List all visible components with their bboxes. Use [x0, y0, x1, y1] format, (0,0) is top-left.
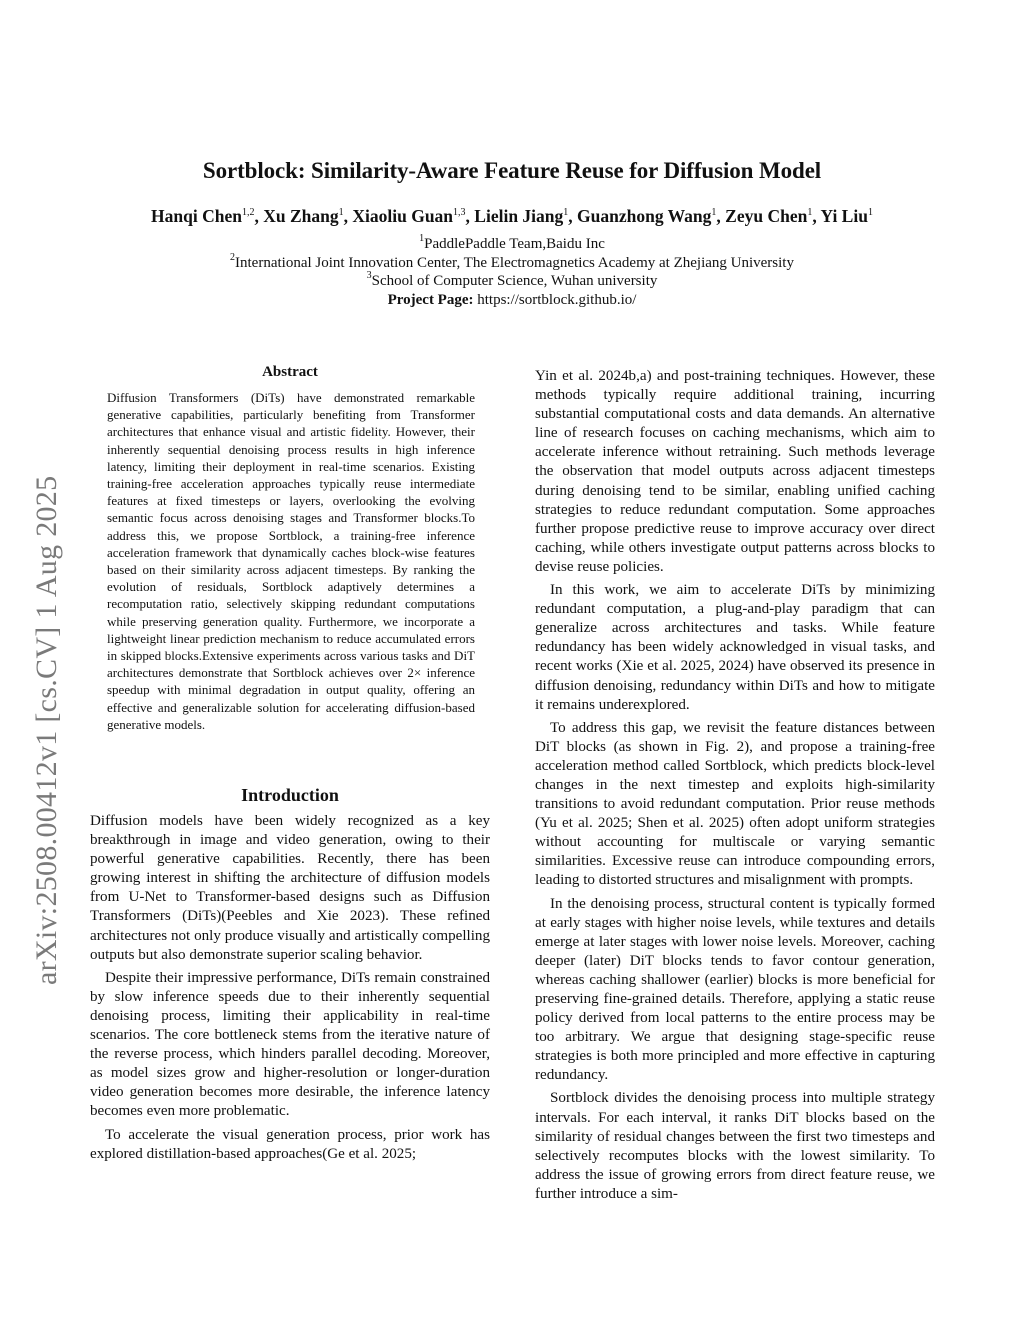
author-affiliation-mark: 1,2 [241, 207, 255, 218]
author-name: Xu Zhang [263, 206, 339, 226]
affiliation-mark: 3 [366, 270, 372, 281]
affiliation-text: International Joint Innovation Center, The Electromagnetics Academy at Zhejiang University [235, 255, 794, 271]
author-name: Yi Liu [820, 206, 868, 226]
project-page-label: Project Page: [387, 292, 474, 308]
arxiv-stamp: arXiv:2508.00412v1 [cs.CV] 1 Aug 2025 [30, 475, 63, 985]
author-affiliation-mark: 1 [338, 207, 344, 218]
paper-title: Sortblock: Similarity-Aware Feature Reuse for Diffusion Model [202, 158, 822, 183]
author-affiliation-mark: 1 [563, 207, 569, 218]
affiliation-line [0, 252, 1024, 272]
right-column-text [535, 367, 935, 1208]
author-affiliation-mark: 1,3 [453, 207, 466, 218]
abstract-heading: Abstract [262, 364, 318, 380]
affiliation-mark: 2 [230, 252, 236, 263]
paragraph: To accelerate the visual generation process, prior work has explored distillation-based approaches(Ge et al. 2025; [90, 1126, 490, 1162]
author-name: Guanzhong Wang [577, 206, 712, 226]
paragraph: In this work, we aim to accelerate DiTs by minimizing redundant computation, a plug-and-play paradigm that can generalize across architectures and tasks. While feature redundancy has been widely acknowledged in visual tasks, and recent works (Xie et al. 2025, 2024) have observed its presence in diffusion denoising, redundancy within DiTs and how to mitigate it remains underexplored. [535, 582, 935, 713]
affiliation-text: PaddlePaddle Team,Baidu Inc [424, 236, 605, 252]
affiliation-mark: 1 [419, 233, 425, 244]
affiliation-line [0, 270, 1024, 290]
author-name: Lielin Jiang [474, 206, 564, 226]
author-list: Hanqi Chen$^{1,2}$, Xu Zhang$^1$, Xiaoliu Guan$^{1,3}$, Lielin Jiang$^1$, Guanzhong Wang$^1$, Zeyu Chen$^1$, Yi Liu$^1$ [151, 206, 873, 226]
abstract-body: Diffusion Transformers (DiTs) have demonstrated remarkable generative capabilities, particularly benefiting from Transformer architectures that enhance visual and artistic fidelity. However, their inherently sequential denoising process results in high inference latency, limiting their deployment in real-time scenarios. Existing training-free acceleration approaches typically reuse intermediate features at fixed timesteps or layers, overlooking the evolving semantic focus across denoising stages and Transformer blocks.To address this, we propose Sortblock, a training-free inference acceleration framework that dynamically caches block-wise features based on their similarity across adjacent timesteps. By ranking the evolution of residuals, Sortblock adaptively determines a recomputation ratio, selectively skipping redundant computations while preserving generation quality. Furthermore, we incorporate a lightweight linear prediction mechanism to reduce accumulated errors in skipped blocks.Extensive experiments across various tasks and DiT architectures demonstrate that Sortblock achieves over 2× inference speedup with minimal degradation in output quality, offering an effective and generalizable solution for accelerating diffusion-based generative models. [107, 390, 475, 732]
author-name: Xiaoliu Guan [352, 206, 454, 226]
author-name: Zeyu Chen [725, 206, 808, 226]
author-affiliation-mark: 1 [711, 207, 717, 218]
project-page-link[interactable]: https://sortblock.github.io/ [477, 292, 637, 308]
author-affiliation-mark: 1 [867, 207, 873, 218]
paragraph: To address this gap, we revisit the feature distances between DiT blocks (as shown in Fig. 2), and propose a training-free acceleration method called Sortblock, which predicts block-level changes in the next timestep and exploits high-similarity transitions to avoid redundant computation. Prior reuse methods (Yu et al. 2025; Shen et al. 2025) often adopt uniform strategies without accounting for multiscale or varying semantic similarities. Excessive reuse can introduce compounding errors, leading to distorted structures and misalignment with prompts. [535, 719, 935, 889]
paragraph: Yin et al. 2024b,a) and post-training techniques. However, these methods typically require additional training, incurring substantial computational costs and data demands. An alternative line of research focuses on caching mechanisms, which aim to accelerate inference without retraining. Such methods leverage the observation that model outputs across adjacent timesteps during denoising tend to be similar, enabling unified caching strategies to reduce redundant computation. Some approaches further propose predictive reuse to improve accuracy over direct caching, while others investigate output patterns across blocks to devise reuse policies. [535, 368, 935, 575]
paragraph: Sortblock divides the denoising process into multiple strategy intervals. For each interval, it ranks DiT blocks based on the similarity of residual changes between the first two timesteps and selectively recomputes blocks with the lowest similarity. To address the issue of growing errors from direct feature reuse, we further introduce a sim- [535, 1090, 935, 1202]
left-column-text [90, 812, 490, 1168]
author-name: Hanqi Chen [151, 206, 242, 226]
paragraph: Diffusion models have been widely recognized as a key breakthrough in image and video generation, owing to their powerful generative capabilities. Recently, there has been growing interest in shifting the architecture of diffusion models from U-Net to Transformer-based designs such as Diffusion Transformers (DiTs)(Peebles and Xie 2023). These refined architectures not only produce visually and artistically compelling outputs but also demonstrate superior scaling behavior. [90, 813, 490, 963]
paragraph: In the denoising process, structural content is typically formed at early stages with higher noise levels, while textures and details emerge at later stages with lower noise levels. Moreover, caching deeper (later) DiT blocks tends to favor contour generation, whereas caching shallower (earlier) blocks is more beneficial for preserving fine-grained details. Therefore, applying a static reuse policy derived from local patterns to the entire process may be too arbitrary. We argue that designing stage-specific reuse strategies is both more principled and more effective in capturing redundancy. [535, 895, 935, 1084]
author-affiliation-mark: 1 [807, 207, 813, 218]
introduction-heading: Introduction [241, 785, 339, 805]
project-page-line [0, 292, 1024, 309]
affiliation-text: School of Computer Science, Wuhan university [371, 273, 658, 289]
affiliation-line [0, 233, 1024, 253]
paragraph: Despite their impressive performance, DiTs remain constrained by slow inference speeds due to their inherently sequential denoising process, limiting their applicability in real-time scenarios. The core bottleneck stems from the iterative nature of the reverse process, which hinders parallel decoding. Moreover, as model sizes grow and higher-resolution or longer-duration video generation becomes more desirable, the inference latency becomes even more problematic. [90, 969, 490, 1120]
